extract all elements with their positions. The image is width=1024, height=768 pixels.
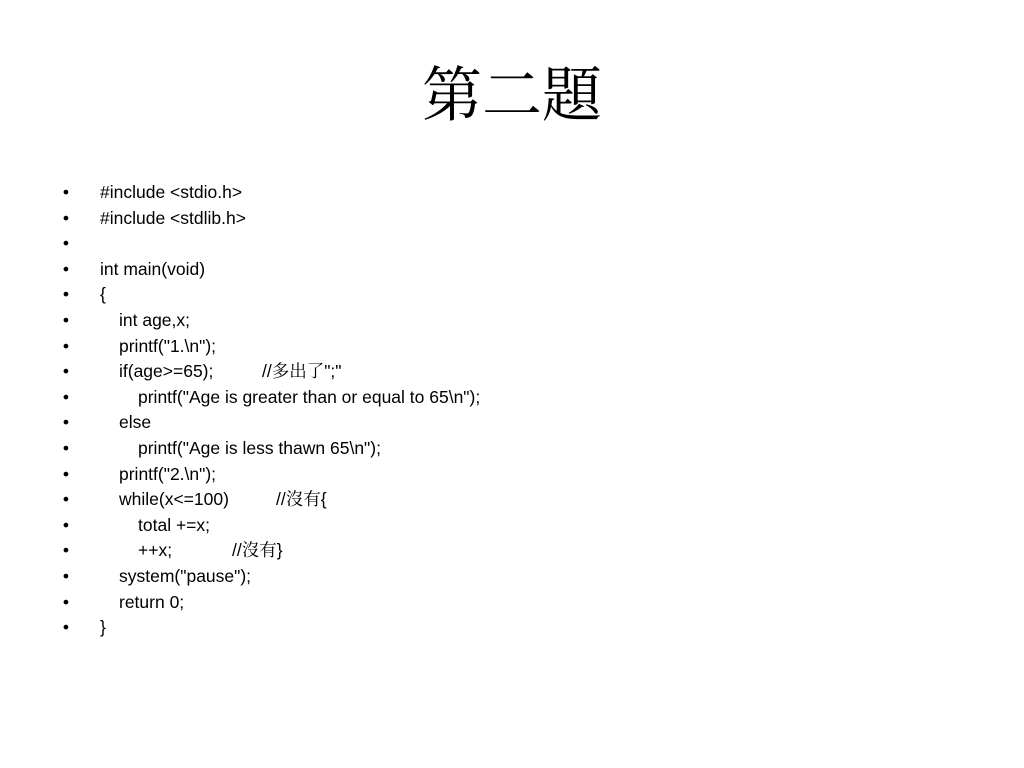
bullet-icon: • <box>62 386 70 407</box>
bullet-icon: • <box>62 207 70 228</box>
bullet-icon: • <box>62 361 70 382</box>
code-line: while(x<=100) <box>119 489 229 510</box>
list-item <box>0 564 1024 590</box>
list-item <box>0 359 1024 385</box>
list-item <box>0 487 1024 513</box>
list-item <box>0 436 1024 462</box>
code-line: printf("2.\n"); <box>119 463 217 484</box>
list-item <box>0 180 1024 206</box>
code-line: { <box>100 284 106 305</box>
code-line: if(age>=65); <box>119 361 214 382</box>
bullet-icon: • <box>62 617 70 638</box>
bullet-icon: • <box>62 309 70 330</box>
bullet-icon: • <box>62 182 70 202</box>
list-item <box>0 282 1024 308</box>
list-item <box>0 615 1024 641</box>
list-item <box>0 462 1024 488</box>
bullet-icon: • <box>62 335 70 356</box>
bullet-icon: • <box>62 412 70 433</box>
code-comment: //沒有{ <box>276 489 327 510</box>
code-line: int main(void) <box>100 258 206 279</box>
list-item <box>0 410 1024 436</box>
bullet-icon: • <box>62 489 70 510</box>
code-line: #include <stdio.h> <box>100 182 243 202</box>
code-line: printf("Age is greater than or equal to 65\n"); <box>138 386 481 407</box>
list-item <box>0 334 1024 360</box>
bullet-icon: • <box>62 514 70 535</box>
code-line: printf("1.\n"); <box>119 335 217 356</box>
bullet-icon: • <box>62 565 70 586</box>
code-line: ++x; <box>138 540 173 561</box>
bullet-icon: • <box>62 284 70 305</box>
bullet-icon: • <box>62 591 70 612</box>
code-comment: //多出了";" <box>262 361 342 382</box>
code-line: int age,x; <box>119 309 191 330</box>
bullet-icon: • <box>62 437 70 458</box>
list-item <box>0 590 1024 616</box>
code-line: return 0; <box>119 591 185 612</box>
list-item <box>0 308 1024 334</box>
bullet-icon: • <box>62 233 70 254</box>
list-item <box>0 231 1024 257</box>
list-item <box>0 513 1024 539</box>
bullet-icon: • <box>62 540 70 561</box>
list-item <box>0 257 1024 283</box>
code-comment: //沒有} <box>232 540 283 561</box>
slide-title: 第二題 <box>422 61 602 131</box>
code-line: total +=x; <box>138 514 210 535</box>
code-line: else <box>119 412 152 433</box>
code-line: #include <stdlib.h> <box>100 207 246 228</box>
bullet-icon: • <box>62 463 70 484</box>
list-item <box>0 385 1024 411</box>
list-item <box>0 538 1024 564</box>
code-line: system("pause"); <box>119 565 252 586</box>
list-item <box>0 206 1024 232</box>
code-line: printf("Age is less thawn 65\n"); <box>138 437 381 458</box>
code-line: } <box>100 617 106 638</box>
bullet-icon: • <box>62 258 70 279</box>
code-bullet-list <box>0 180 1024 641</box>
